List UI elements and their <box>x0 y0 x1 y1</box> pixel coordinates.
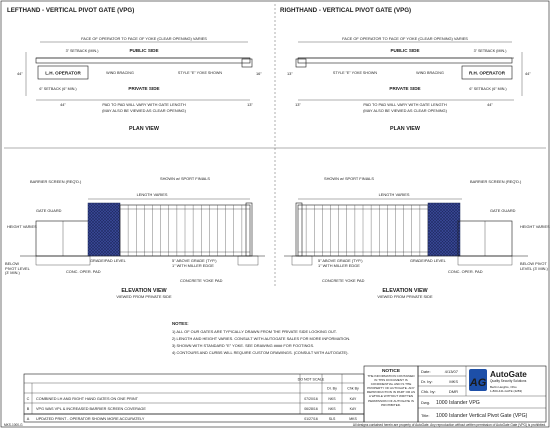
right-title: RIGHTHAND - VERTICAL PIVOT GATE (VPG) <box>280 7 412 14</box>
right-wind-bracing: WIND BRACING <box>416 71 444 75</box>
right-pad-note: (MAY ALSO BE VIEWED AS CLEAR OPENING) <box>363 108 447 113</box>
tb-dwg: 1000 Islander VPG <box>436 400 480 406</box>
right-yoke-post <box>296 203 302 256</box>
right-conc-yoke-pad: CONCRETE YOKE PAD <box>322 278 365 283</box>
right-dim-44: 44" <box>525 71 531 76</box>
right-grade-pad: GRADE/PAD LEVEL <box>410 258 446 263</box>
notice-title: NOTICE <box>381 369 401 374</box>
left-face-to-face: FACE OF OPERATOR TO FACE OF YOKE (CLEAR OPENING) VARIES <box>81 36 207 41</box>
right-elevation-sub: VIEWED FROM PRIVATE SIDE <box>377 294 433 299</box>
right-style-yoke: STYLE "E" YOKE SHOWN <box>332 71 378 75</box>
left-conc-oper-pad: CONC. OPER. PAD <box>66 269 101 274</box>
rev-b-desc: VPG WAS VPL & INCREASED BARRIER SCREEN COVERAGE <box>36 407 146 411</box>
left-pad-to-pad: PAD TO PAD WILL VARY WITH GATE LENGTH <box>102 102 186 107</box>
rev-c-dr: NKS <box>328 397 336 401</box>
right-above-grade: 5" ABOVE GRADE (TYP.) <box>318 258 363 263</box>
note-3: 3) SHOWN WITH STANDARD "E" YOKE. SEE DRAWING #### FOR FOOTINGS. <box>172 343 315 348</box>
logo-mark: AG <box>469 377 487 389</box>
right-conc-oper-pad: CONC. OPER. PAD <box>448 269 483 274</box>
right-plan-view <box>280 7 531 132</box>
right-public-side: PUBLIC SIDE <box>390 48 420 53</box>
right-setback-top: 3" SETBACK (MIN.) <box>473 49 507 53</box>
right-length-varies: LENGTH VARIES <box>378 192 410 197</box>
right-face-to-face: FACE OF OPERATOR TO FACE OF YOKE (CLEAR OPENING) VARIES <box>342 36 468 41</box>
left-gate-guard: GATE GUARD <box>36 208 62 213</box>
rev-a-desc: UPDATED PRINT - OPERATOR SHOWN MORE ACCURATELY <box>36 417 145 421</box>
left-conc-yoke-pad: CONCRETE YOKE PAD <box>180 278 223 283</box>
left-pad-64: 44" <box>60 102 66 107</box>
revision-table <box>24 374 364 422</box>
left-length-varies: LENGTH VARIES <box>136 192 168 197</box>
rev-a-chk: MKS <box>349 417 357 421</box>
left-yoke-pad <box>238 256 258 265</box>
left-pad-13: 13" <box>247 102 253 107</box>
left-miller-edge: 1" WITH MILLER EDGE <box>172 263 214 268</box>
right-yoke-pad <box>292 256 312 265</box>
rev-row-b <box>27 407 357 411</box>
left-operator-label: L.H. OPERATOR <box>45 70 81 76</box>
left-pad-note: (MAY ALSO BE VIEWED AS CLEAR OPENING) <box>102 108 186 113</box>
right-miller-edge: 1" WITH MILLER EDGE <box>318 263 360 268</box>
left-private-side: PRIVATE SIDE <box>128 86 160 91</box>
tb-dwg-label: Dwg. <box>421 400 431 405</box>
rev-b-letter: B <box>26 407 30 411</box>
note-4: 4) CONTOURS AND CURBS WILL REQUIRE CUSTOM DRAWINGS. (CONSULT WITH AUTOGATE). <box>172 350 349 355</box>
right-shown-finials: SHOWN w/ SPORT FINIALS <box>324 176 375 181</box>
rev-a-letter: A <box>26 417 30 421</box>
left-public-side: PUBLIC SIDE <box>129 48 159 53</box>
left-below-pivot-wrap <box>5 262 31 288</box>
rev-a-date: 01/27/16 <box>304 417 318 421</box>
logo-address: Berlin Heights, Ohio <box>490 385 517 389</box>
right-elevation-label: ELEVATION VIEW <box>382 288 428 294</box>
left-dim-16: 16" <box>256 71 262 76</box>
rev-c-desc: COMBINED LH AND RIGHT HAND GATES ON ONE PRINT <box>36 397 138 401</box>
rev-c-letter: C <box>26 397 30 401</box>
right-oper-pad <box>458 256 512 265</box>
tb-title: 1000 Islander Vertical Pivot Gate (VPG) <box>436 413 528 419</box>
note-2: 2) LENGTH AND HEIGHT VARIES. CONSULT WITH AUTOGATE SALES FOR MORE INFORMATION. <box>172 336 351 341</box>
notes-block <box>172 321 350 355</box>
left-elevation-sub: VIEWED FROM PRIVATE SIDE <box>116 294 172 299</box>
tb-title-label: Title: <box>421 413 430 418</box>
logo-tagline: Quality Security Solutions <box>490 379 527 383</box>
tb-chk-label: Chk. by: <box>421 389 436 394</box>
right-pad-13: 13" <box>295 102 301 107</box>
right-below-pivot: BELOW PIVOT LEVEL (3' MIN.) <box>520 262 548 271</box>
tb-chk: DMR <box>448 389 458 394</box>
right-barrier-screen-mesh <box>428 203 460 256</box>
right-plan-label: PLAN VIEW <box>390 126 420 132</box>
rev-row-a <box>27 417 358 421</box>
left-plan-view <box>7 7 262 132</box>
right-height-varies: HEIGHT VARIES <box>520 224 550 229</box>
footer-right: All designs contained herein are property of AutoGate. Any reproduction without written permission of AutoGate Gate (VPG) is prohibited. <box>352 423 546 427</box>
notice-block <box>364 366 418 422</box>
left-above-grade: 5" ABOVE GRADE (TYP.) <box>172 258 217 263</box>
right-below-pivot-wrap <box>520 262 548 288</box>
tb-dr-label: Dr. by: <box>421 379 433 384</box>
left-pickets <box>120 205 250 256</box>
rev-c-date: 07/20/16 <box>304 397 318 401</box>
right-elevation-view <box>284 176 550 299</box>
right-gate-guard: GATE GUARD <box>490 208 516 213</box>
rev-header-scale: DO NOT SCALE <box>297 377 325 382</box>
note-1: 1) ALL OF OUR GATES ARE TYPICALLY DRAWN FROM THE PRIVATE SIDE LOOKING OUT. <box>172 329 337 334</box>
rev-b-dr: NKS <box>328 407 336 411</box>
right-operator-label: R.H. OPERATOR <box>468 70 506 76</box>
left-plan-label: PLAN VIEW <box>129 126 159 132</box>
left-wind-bracing: WIND BRACING <box>106 71 134 75</box>
left-below-pivot: BELOW PIVOT LEVEL (3' MIN.) <box>5 262 30 276</box>
right-private-side: PRIVATE SIDE <box>389 86 421 91</box>
left-style-yoke: STYLE "E" YOKE SHOWN <box>177 71 223 75</box>
notice-body-wrap <box>366 374 416 420</box>
tb-date: 4/13/07 <box>444 369 458 374</box>
rev-header-dr: Dr. By <box>327 386 337 391</box>
left-shown-finials: SHOWN w/ SPORT FINIALS <box>160 176 211 181</box>
footer-left: MKS-1000-G <box>4 423 23 427</box>
left-gate-leaf-plan <box>36 58 250 63</box>
left-yoke-post <box>246 203 252 256</box>
right-gate-leaf-plan <box>298 58 512 63</box>
tb-date-label: Date: <box>421 369 431 374</box>
left-elevation-view <box>5 176 265 299</box>
left-height-varies: HEIGHT VARIES <box>7 224 37 229</box>
left-elevation-label: ELEVATION VIEW <box>121 288 167 294</box>
left-setback-bottom: 6" SETBACK (6" MIN.) <box>39 87 77 91</box>
rev-row-c <box>27 397 357 401</box>
right-dim-13: 13" <box>287 71 293 76</box>
right-pad-64: 44" <box>487 102 493 107</box>
rev-a-dr: SLS <box>328 417 336 421</box>
autogate-logo <box>469 369 528 393</box>
right-barrier-screen: BARRIER SCREEN (REQ'D.) <box>470 179 522 184</box>
left-grade-pad: GRADE/PAD LEVEL <box>90 258 126 263</box>
rev-b-chk: KAY <box>349 407 357 411</box>
left-barrier-screen-mesh <box>88 203 120 256</box>
left-oper-pad <box>36 256 90 265</box>
left-title: LEFTHAND - VERTICAL PIVOT GATE (VPG) <box>7 7 135 14</box>
notice-body: THE INFORMATION CONTAINED IN THIS DOCUMENT IS CONFIDENTIAL AND IS THE PROPERTY OF AUTOGATE. ANY REPRODUCTION IN PART OR AS A WHOLE WITHOUT WRITTEN PERMISSION OF AUTOGATE IS PROHIBITED. <box>366 374 416 407</box>
right-pickets <box>298 205 428 256</box>
tb-dr: MKS <box>449 379 458 384</box>
rev-b-date: 06/28/16 <box>304 407 318 411</box>
logo-phone: 1-800-441-GATE (4283) <box>490 389 523 393</box>
left-barrier-screen: BARRIER SCREEN (REQ'D.) <box>30 179 82 184</box>
title-block <box>418 366 546 422</box>
logo-brand: AutoGate <box>490 370 527 379</box>
rev-header-chk: Chk By <box>347 386 359 391</box>
right-setback-bottom: 6" SETBACK (6" MIN.) <box>469 87 507 91</box>
rev-c-chk: KAY <box>349 397 357 401</box>
left-setback-top: 3" SETBACK (MIN.) <box>65 49 99 53</box>
notes-heading: NOTES: <box>172 321 189 326</box>
right-pad-to-pad: PAD TO PAD WILL VARY WITH GATE LENGTH <box>363 102 447 107</box>
left-dim-44: 44" <box>17 71 23 76</box>
